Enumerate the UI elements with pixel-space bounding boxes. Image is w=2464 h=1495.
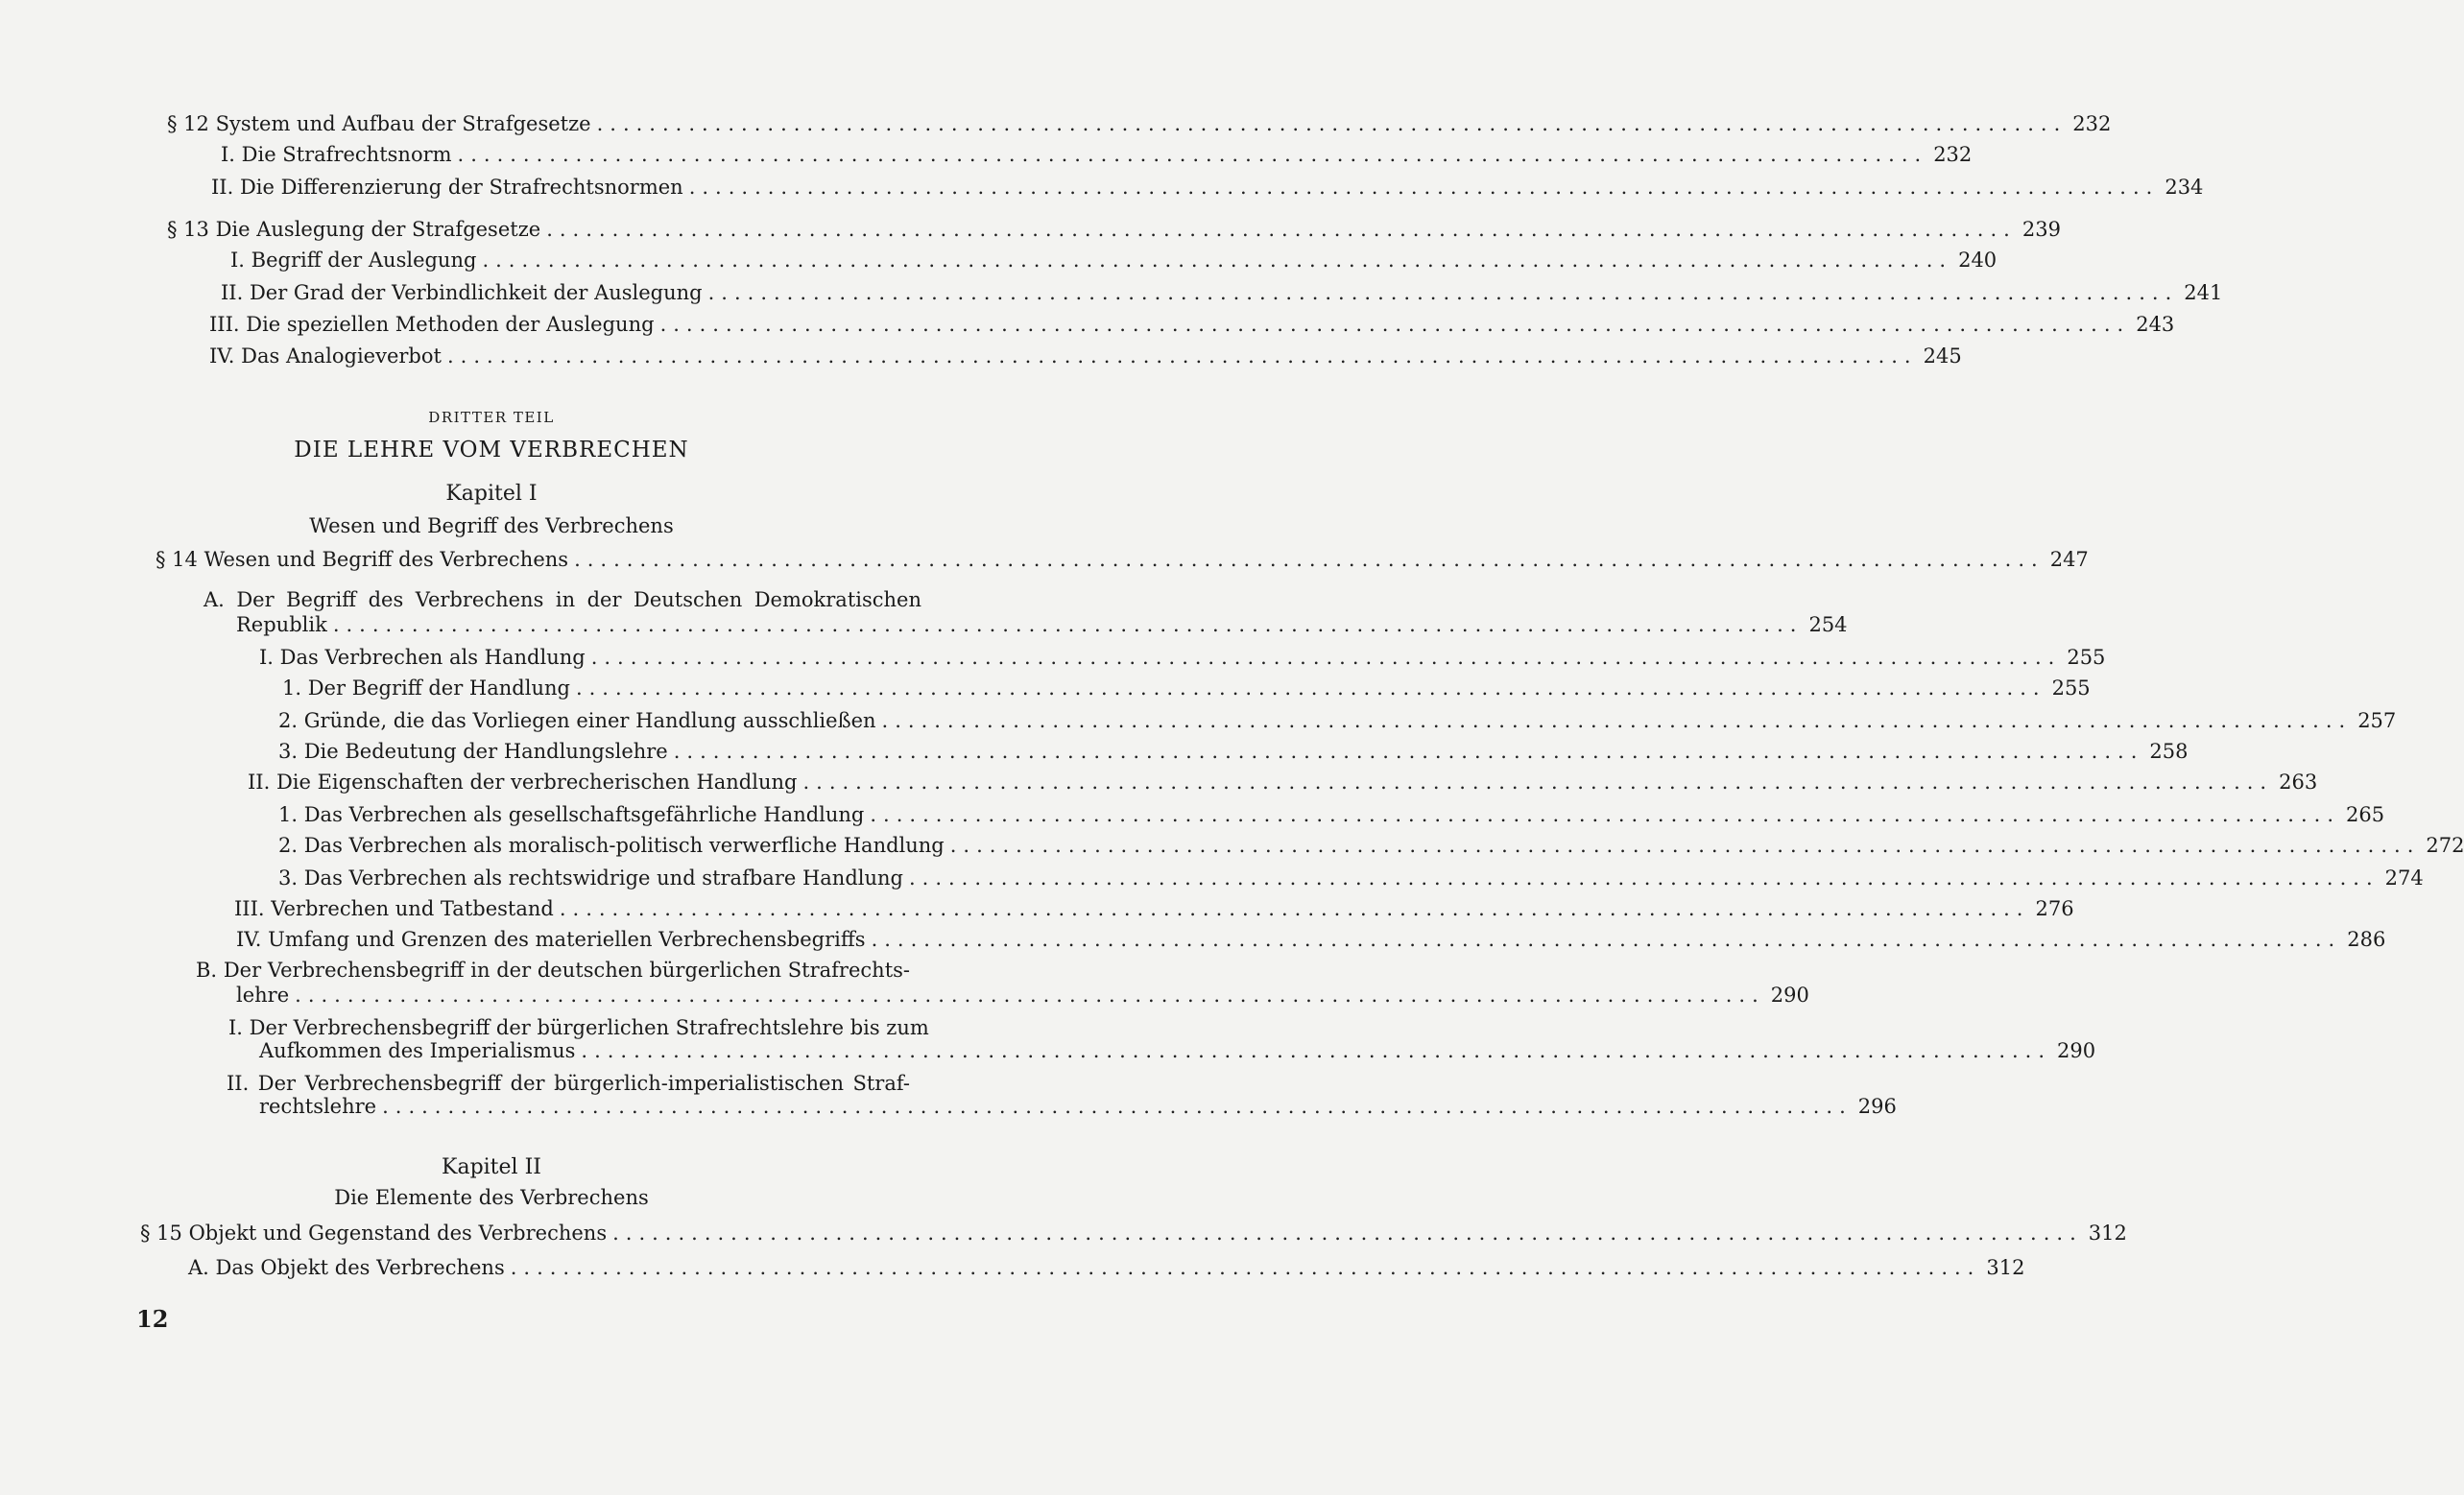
toc-entry-s13 (167, 217, 2061, 242)
toc-entry-s14-A-II-2 (278, 833, 2464, 858)
dot-leader: ................................................................................................................ (575, 676, 2046, 700)
dot-leader: ................................................................................................................ (457, 143, 1928, 166)
toc-entry-page: 232 (2072, 112, 2112, 135)
toc-entry-title: IV. Das Analogieverbot (209, 344, 442, 368)
toc-entry-title: II. Der Grad der Verbindlichkeit der Auslegung (221, 281, 703, 304)
toc-entry-s14-B-II-line1: II. Der Verbrechensbegriff der bürgerlich-imperialistischen Straf- (227, 1072, 910, 1095)
chapter-1-title: Wesen und Begriff des Verbrechens (309, 514, 674, 537)
toc-entry-page: 257 (2357, 709, 2397, 732)
toc-entry-page: 265 (2346, 803, 2385, 826)
toc-entry-page: 296 (1857, 1095, 1897, 1118)
toc-entry-s13-4 (209, 344, 1962, 368)
dot-leader: ................................................................................................................ (295, 984, 1765, 1007)
dot-leader: ................................................................................................................ (559, 897, 2030, 920)
toc-entry-s13-1 (230, 248, 1998, 273)
toc-entry-page: 255 (2051, 676, 2091, 700)
toc-entry-s14-B (236, 983, 1809, 1008)
toc-entry-title: 3. Das Verbrechen als rechtswidrige und strafbare Handlung (278, 866, 903, 890)
toc-entry-s14-B-line1: B. Der Verbrechensbegriff in der deutschen bürgerlichen Strafrechts- (196, 959, 910, 982)
dot-leader: ................................................................................................................ (482, 249, 1953, 272)
toc-entry-title: II. Die Eigenschaften der verbrecherischen Handlung (248, 771, 798, 794)
toc-entry-page: 274 (2384, 866, 2424, 890)
toc-entry-title: IV. Umfang und Grenzen des materiellen Verbrechensbegriffs (236, 928, 866, 951)
toc-entry-page: 258 (2149, 740, 2189, 763)
dot-leader: ................................................................................................................ (590, 646, 2062, 669)
toc-entry-title: rechtslehre (259, 1095, 377, 1118)
page-number: 12 (136, 1305, 169, 1333)
toc-entry-title: III. Verbrechen und Tatbestand (234, 897, 554, 920)
dot-leader: ................................................................................................................ (871, 928, 2342, 951)
dot-leader: ................................................................................................................ (612, 1222, 2083, 1245)
toc-entry-title: I. Das Verbrechen als Handlung (259, 646, 586, 669)
toc-entry-page: 243 (2136, 313, 2175, 336)
toc-entry-title: § 15 Objekt und Gegenstand des Verbrechens (140, 1222, 608, 1245)
dot-leader: ................................................................................................................ (446, 344, 1918, 368)
chapter-2-label: Kapitel II (442, 1155, 541, 1179)
dot-leader: ................................................................................................................ (908, 866, 2380, 890)
toc-entry-title: 1. Der Begriff der Handlung (282, 676, 570, 700)
toc-entry-page: 290 (1770, 984, 1809, 1007)
toc-entry-page: 312 (2088, 1222, 2127, 1245)
dot-leader: ................................................................................................................ (688, 176, 2160, 199)
dot-leader: ................................................................................................................ (332, 613, 1804, 636)
dot-leader: ................................................................................................................ (949, 834, 2421, 857)
toc-entry-page: 263 (2279, 771, 2318, 794)
toc-entry-page: 254 (1808, 613, 1848, 636)
toc-entry-page: 247 (2049, 548, 2089, 571)
dot-leader: ................................................................................................................ (707, 281, 2179, 304)
dot-leader: ................................................................................................................ (659, 313, 2131, 336)
toc-entry-s15-A (188, 1255, 2025, 1280)
toc-entry-title: Aufkommen des Imperialismus (259, 1039, 576, 1062)
toc-entry-title: I. Die Strafrechtsnorm (221, 143, 452, 166)
dot-leader: ................................................................................................................ (870, 803, 2341, 826)
toc-entry-s14-B-I-line1: I. Der Verbrechensbegriff der bürgerlichen Strafrechtslehre bis zum (228, 1016, 929, 1039)
toc-entry-title: 2. Gründe, die das Vorliegen einer Handlung ausschließen (278, 709, 876, 732)
toc-entry-page: 241 (2184, 281, 2223, 304)
toc-entry-page: 255 (2067, 646, 2106, 669)
toc-entry-title: § 14 Wesen und Begriff des Verbrechens (155, 548, 569, 571)
dot-leader: ................................................................................................................ (802, 771, 2274, 794)
toc-entry-s14 (155, 547, 2089, 572)
toc-entry-title: lehre (236, 984, 290, 1007)
chapter-1-label: Kapitel I (445, 482, 538, 506)
dot-leader: ................................................................................................................ (510, 1256, 1981, 1279)
toc-entry-page: 312 (1986, 1256, 2025, 1279)
toc-entry-page: 232 (1933, 143, 1973, 166)
toc-entry-s14-A-I-1 (282, 676, 2091, 700)
part-label: DRITTER TEIL (428, 409, 555, 426)
dot-leader: ................................................................................................................ (382, 1095, 1853, 1118)
toc-entry-title: § 12 System und Aufbau der Strafgesetze (167, 112, 591, 135)
toc-entry-page: 286 (2347, 928, 2386, 951)
toc-entry-page: 245 (1923, 344, 1962, 368)
toc-entry-s14-A-I-3 (278, 739, 2189, 764)
toc-entry-page: 290 (2057, 1039, 2096, 1062)
toc-entry-s15 (140, 1221, 2127, 1246)
toc-entry-title: 2. Das Verbrechen als moralisch-politisch verwerfliche Handlung (278, 834, 945, 857)
toc-entry-s12-1 (221, 142, 1973, 167)
dot-leader: ................................................................................................................ (881, 709, 2353, 732)
toc-entry-s14-A (236, 612, 1848, 637)
toc-entry-s14-A-II (248, 770, 2318, 795)
toc-entry-s14-A-line1: A. Der Begriff des Verbrechens in der Deutschen Demokratischen (203, 588, 921, 611)
dot-leader: ................................................................................................................ (581, 1039, 2052, 1062)
toc-entry-page: 240 (1958, 249, 1998, 272)
dot-leader: ................................................................................................................ (673, 740, 2144, 763)
dot-leader: ................................................................................................................ (546, 218, 2017, 241)
toc-entry-s14-B-I (259, 1038, 2096, 1063)
toc-entry-s14-A-II-1 (278, 802, 2385, 827)
toc-entry-s14-A-IV (236, 927, 2386, 952)
toc-entry-s13-3 (209, 312, 2175, 337)
toc-entry-title: 1. Das Verbrechen als gesellschaftsgefährliche Handlung (278, 803, 865, 826)
toc-entry-page: 276 (2035, 897, 2074, 920)
toc-entry-title: A. Das Objekt des Verbrechens (188, 1256, 505, 1279)
toc-entry-s13-2 (221, 280, 2223, 305)
toc-entry-s14-B-II (259, 1094, 1897, 1119)
toc-entry-title: 3. Die Bedeutung der Handlungslehre (278, 740, 668, 763)
toc-entry-s14-A-I (259, 645, 2106, 670)
toc-entry-s14-A-III (234, 896, 2074, 921)
toc-entry-title: II. Die Differenzierung der Strafrechtsnormen (211, 176, 683, 199)
toc-entry-title: § 13 Die Auslegung der Strafgesetze (167, 218, 541, 241)
toc-entry-title: III. Die speziellen Methoden der Auslegung (209, 313, 655, 336)
toc-entry-s14-A-II-3 (278, 866, 2424, 890)
dot-leader: ................................................................................................................ (596, 112, 2068, 135)
toc-entry-title: I. Begriff der Auslegung (230, 249, 477, 272)
toc-entry-s14-A-I-2 (278, 708, 2397, 733)
toc-entry-s12 (167, 111, 2112, 136)
part-title: DIE LEHRE VOM VERBRECHEN (294, 438, 689, 463)
toc-entry-page: 239 (2021, 218, 2061, 241)
toc-entry-s12-2 (211, 175, 2204, 200)
toc-entry-page: 234 (2165, 176, 2204, 199)
dot-leader: ................................................................................................................ (574, 548, 2045, 571)
toc-entry-title: Republik (236, 613, 327, 636)
chapter-2-title: Die Elemente des Verbrechens (334, 1186, 649, 1209)
toc-entry-page: 272 (2426, 834, 2464, 857)
